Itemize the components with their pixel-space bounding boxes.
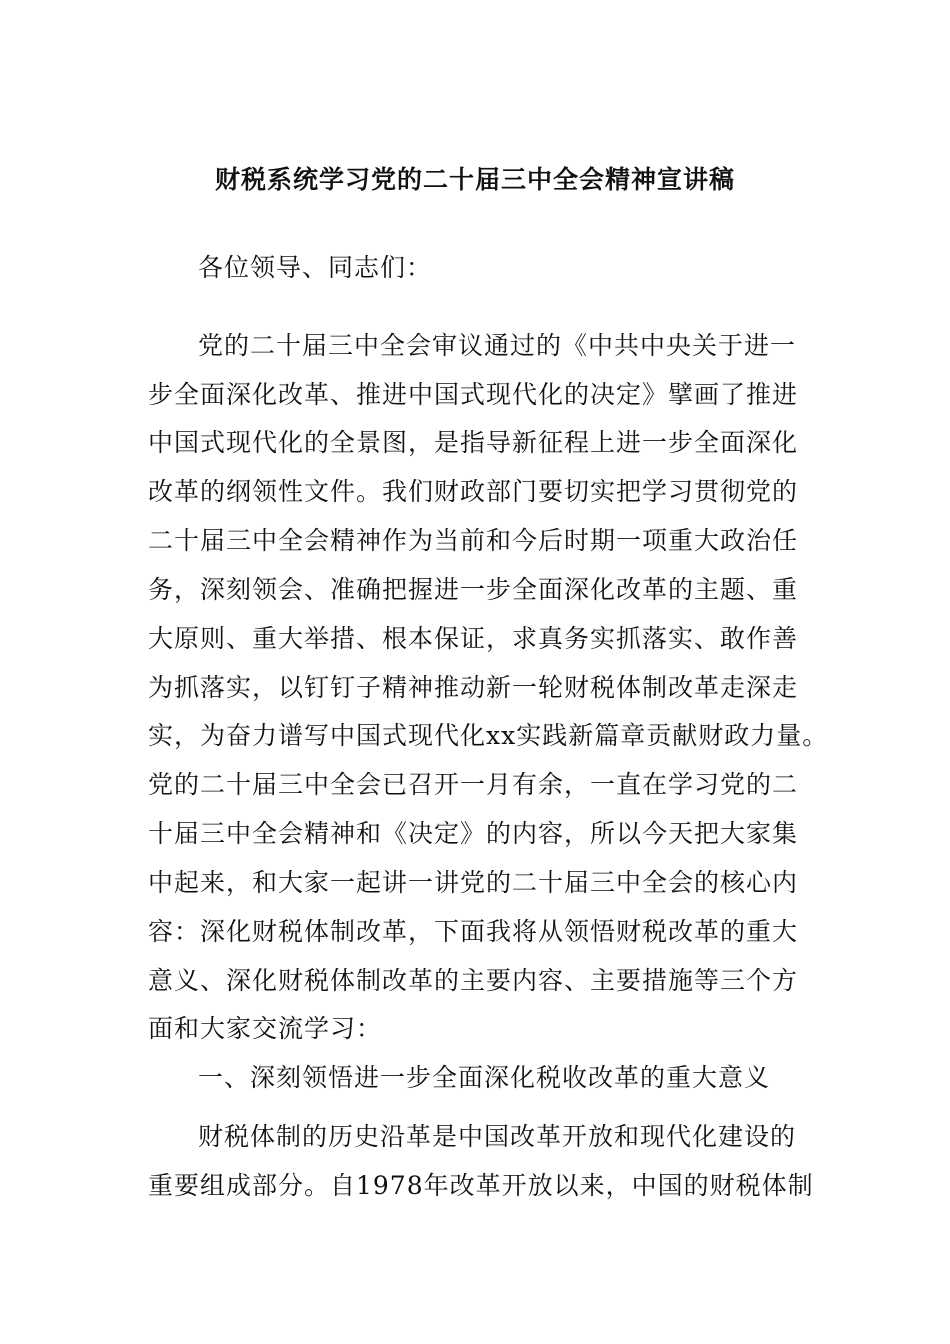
body-line: 改革的纲领性文件。我们财政部门要切实把学习贯彻党的 bbox=[148, 477, 799, 506]
body-line: 党的二十届三中全会已召开一月有余，一直在学习党的二 bbox=[148, 770, 799, 799]
body-line: 务，深刻领会、准确把握进一步全面深化改革的主题、重 bbox=[148, 575, 799, 604]
body-line: 重要组成部分。自1978年改革开放以来，中国的财税体制 bbox=[148, 1171, 814, 1200]
section-heading: 一、深刻领悟进一步全面深化税收改革的重大意义 bbox=[198, 1063, 771, 1092]
body-line: 中国式现代化的全景图，是指导新征程上进一步全面深化 bbox=[148, 428, 799, 457]
body-line: 实，为奋力谱写中国式现代化xx实践新篇章贡献财政力量。 bbox=[148, 721, 829, 750]
body-line: 容：深化财税体制改革，下面我将从领悟财税改革的重大 bbox=[148, 917, 799, 946]
body-line: 财税体制的历史沿革是中国改革开放和现代化建设的 bbox=[198, 1122, 797, 1151]
body-line: 党的二十届三中全会审议通过的《中共中央关于进一 bbox=[198, 331, 797, 360]
salutation-line: 各位领导、同志们： bbox=[198, 253, 433, 282]
body-line: 意义、深化财税体制改革的主要内容、主要措施等三个方 bbox=[148, 966, 799, 995]
body-line: 二十届三中全会精神作为当前和今后时期一项重大政治任 bbox=[148, 526, 799, 555]
body-line: 面和大家交流学习： bbox=[148, 1014, 383, 1043]
body-line: 中起来，和大家一起讲一讲党的二十届三中全会的核心内 bbox=[148, 868, 799, 897]
body-line: 十届三中全会精神和《决定》的内容，所以今天把大家集 bbox=[148, 819, 799, 848]
body-line: 大原则、重大举措、根本保证，求真务实抓落实、敢作善 bbox=[148, 624, 799, 653]
body-line: 为抓落实，以钉钉子精神推动新一轮财税体制改革走深走 bbox=[148, 673, 799, 702]
document-title: 财税系统学习党的二十届三中全会精神宣讲稿 bbox=[214, 165, 735, 194]
body-line: 步全面深化改革、推进中国式现代化的决定》擘画了推进 bbox=[148, 380, 799, 409]
